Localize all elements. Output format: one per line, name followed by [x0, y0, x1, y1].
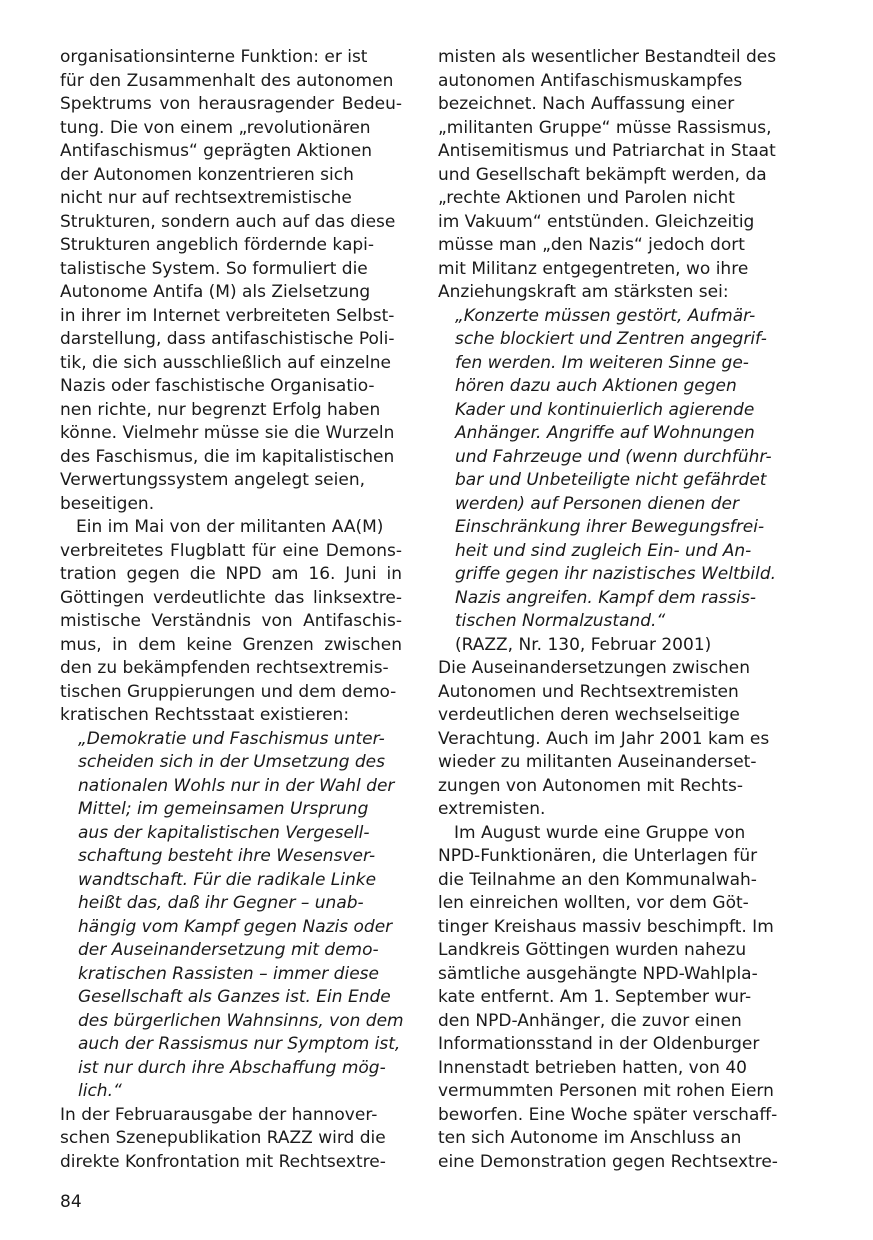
text-line: wieder zu militanten Auseinanderset- [438, 752, 757, 772]
quote-line: heißt das, daß ihr Gegner – unab- [78, 893, 364, 913]
quote-line: tischen Normalzustand.“ [455, 611, 666, 631]
text-line: den NPD-Anhänger, die zuvor einen [438, 1010, 742, 1031]
text-line: Antisemitismus und Patriarchat in Staat [438, 141, 776, 161]
text-line: und Gesellschaft bekämpft werden, da [438, 164, 767, 185]
quote-line: aus der kapitalistischen Vergesell- [78, 822, 370, 843]
text-line: im Vakuum“ entstünden. Gleichzeitig [438, 211, 755, 232]
quote-line: fen werden. Im weiteren Sinne ge- [455, 352, 749, 373]
text-line: len einreichen wollten, vor dem Göt- [438, 893, 749, 913]
quote-line: schaftung besteht ihre Wesensver- [78, 846, 376, 866]
text-line: tischen Gruppierungen und dem demo- [60, 681, 397, 702]
quote-line: nationalen Wohls nur in der Wahl der [78, 775, 395, 796]
text-line: der Autonomen konzentrieren sich [60, 164, 354, 185]
quote-line: Mittel; im gemeinsamen Ursprung [78, 799, 369, 819]
text-line: verdeutlichen deren wechselseitige [438, 705, 740, 725]
text-line: direkte Konfrontation mit Rechtsextre- [60, 1151, 386, 1172]
text-line: mit Militanz entgegentreten, wo ihre [438, 258, 749, 279]
quote-line: hängig vom Kampf gegen Nazis oder [78, 916, 393, 937]
text-line: sämtliche ausgehängte NPD-Wahlpla- [438, 963, 758, 984]
text-line: in ihrer im Internet verbreiteten Selbst- [60, 305, 395, 326]
text-line: mistische Verständnis von Antifaschis- [60, 611, 402, 631]
paragraph-first-line: Im August wurde eine Gruppe von [454, 822, 746, 843]
text-line: kate entfernt. Am 1. September wur- [438, 987, 752, 1007]
text-line: beworfen. Eine Woche später verschaff- [438, 1104, 778, 1125]
text-line: Strukturen, sondern auch auf das diese [60, 211, 396, 232]
text-line: eine Demonstration gegen Rechtsextre- [438, 1151, 778, 1172]
quote-line: Nazis angreifen. Kampf dem rassis- [455, 587, 756, 608]
quote-line: griffe gegen ihr nazistisches Weltbild. [455, 564, 777, 584]
text-line: die Teilnahme an den Kommunalwah- [438, 869, 757, 890]
right-text-column [438, 46, 783, 1174]
text-line: Göttingen verdeutlichte das linksextre- [60, 587, 402, 608]
text-line: Anziehungskraft am stärksten sei: [438, 282, 729, 302]
text-line: kratischen Rechtsstaat existieren: [60, 705, 350, 725]
quote-line: kratischen Rassisten – immer diese [78, 963, 379, 984]
text-line: darstellung, dass antifaschistische Poli- [60, 329, 395, 349]
page-number: 84 [60, 1192, 82, 1212]
paragraph-first-line: Ein im Mai von der militanten AA(M) [76, 517, 384, 537]
quote-line: „Demokratie und Faschismus unter- [78, 728, 385, 749]
text-line: bezeichnet. Nach Auffassung einer [438, 94, 735, 114]
text-line: „militanten Gruppe“ müsse Rassismus, [438, 117, 772, 138]
text-line: NPD-Funktionären, die Unterlagen für [438, 846, 758, 866]
text-line: talistische System. So formuliert die [60, 258, 368, 279]
text-line: könne. Vielmehr müsse sie die Wurzeln [60, 423, 395, 443]
text-line: Nazis oder faschistische Organisatio- [60, 376, 375, 396]
quote-line: ist nur durch ihre Abschaffung mög- [78, 1057, 386, 1078]
quote-line: Gesellschaft als Ganzes ist. Ein Ende [78, 987, 391, 1007]
text-line: organisationsinterne Funktion: er ist [60, 47, 368, 67]
quote-source: (RAZZ, Nr. 130, Februar 2001) [455, 634, 712, 655]
text-line: misten als wesentlicher Bestandteil des [438, 47, 777, 67]
quote-line: des bürgerlichen Wahnsinns, von dem [78, 1010, 404, 1031]
text-line: verbreitetes Flugblatt für eine Demons- [60, 540, 402, 561]
quote-line: hören dazu auch Aktionen gegen [455, 376, 737, 396]
text-line: nicht nur auf rechtsextremistische [60, 188, 352, 208]
text-line: tik, die sich ausschließlich auf einzelne [60, 352, 392, 373]
quote-line: Einschränkung ihrer Bewegungsfrei- [455, 517, 765, 537]
quote-line: und Fahrzeuge und (wenn durchführ- [455, 446, 772, 467]
text-line: Verwertungssystem angelegt seien, [60, 470, 365, 490]
text-line: Informationsstand in der Oldenburger [438, 1034, 760, 1054]
text-line: Spektrums von herausragender Bedeu- [60, 94, 402, 114]
text-line: Strukturen angeblich fördernde kapi- [60, 235, 375, 255]
text-line: Landkreis Göttingen wurden nahezu [438, 940, 747, 960]
quote-line: der Auseinandersetzung mit demo- [78, 940, 379, 960]
text-line: Autonomen und Rechtsextremisten [438, 681, 739, 702]
quote-line: lich.“ [78, 1081, 122, 1101]
quote-line: heit und sind zugleich Ein- und An- [455, 540, 752, 561]
quote-line: Kader und kontinuierlich agierende [455, 399, 755, 420]
text-line: tration gegen die NPD am 16. Juni in [60, 564, 402, 584]
text-line: Die Auseinandersetzungen zwischen [438, 658, 750, 678]
text-line: den zu bekämpfenden rechtsextremis- [60, 658, 389, 678]
text-line: schen Szenepublikation RAZZ wird die [60, 1128, 386, 1148]
text-line: tinger Kreishaus massiv beschimpft. Im [438, 916, 774, 937]
text-line: mus, in dem keine Grenzen zwischen [60, 634, 402, 655]
quote-line: Anhänger. Angriffe auf Wohnungen [455, 423, 755, 443]
quote-line: scheiden sich in der Umsetzung des [78, 752, 385, 772]
text-line: Verachtung. Auch im Jahr 2001 kam es [438, 728, 770, 749]
text-line: tung. Die von einem „revolutionären [60, 117, 371, 138]
text-line: beseitigen. [60, 493, 155, 514]
text-line: autonomen Antifaschismuskampfes [438, 70, 743, 91]
text-line: für den Zusammenhalt des autonomen [60, 70, 394, 91]
left-text-column [60, 46, 402, 1174]
quote-line: bar und Unbeteiligte nicht gefährdet [455, 470, 767, 490]
quote-line: sche blockiert und Zentren angegrif- [455, 329, 767, 349]
quote-line: werden) auf Personen dienen der [455, 493, 739, 514]
text-line: zungen von Autonomen mit Rechts- [438, 775, 744, 796]
text-line: Autonome Antifa (M) als Zielsetzung [60, 282, 371, 302]
text-line: des Faschismus, die im kapitalistischen [60, 446, 395, 467]
text-line: ten sich Autonome im Anschluss an [438, 1128, 742, 1148]
text-line: extremisten. [438, 799, 546, 819]
text-line: vermummten Personen mit rohen Eiern [438, 1081, 774, 1101]
text-line: In der Februarausgabe der hannover- [60, 1104, 378, 1125]
text-line: Innenstadt betrieben hatten, von 40 [438, 1057, 747, 1078]
text-line: müsse man „den Nazis“ jedoch dort [438, 235, 745, 255]
quote-line: wandtschaft. Für die radikale Linke [78, 869, 377, 890]
quote-line: auch der Rassismus nur Symptom ist, [78, 1034, 401, 1054]
text-line: „rechte Aktionen und Parolen nicht [438, 188, 735, 208]
text-line: Antifaschismus“ geprägten Aktionen [60, 141, 372, 161]
text-line: nen richte, nur begrenzt Erfolg haben [60, 399, 381, 420]
quote-line: „Konzerte müssen gestört, Aufmär- [455, 305, 756, 326]
